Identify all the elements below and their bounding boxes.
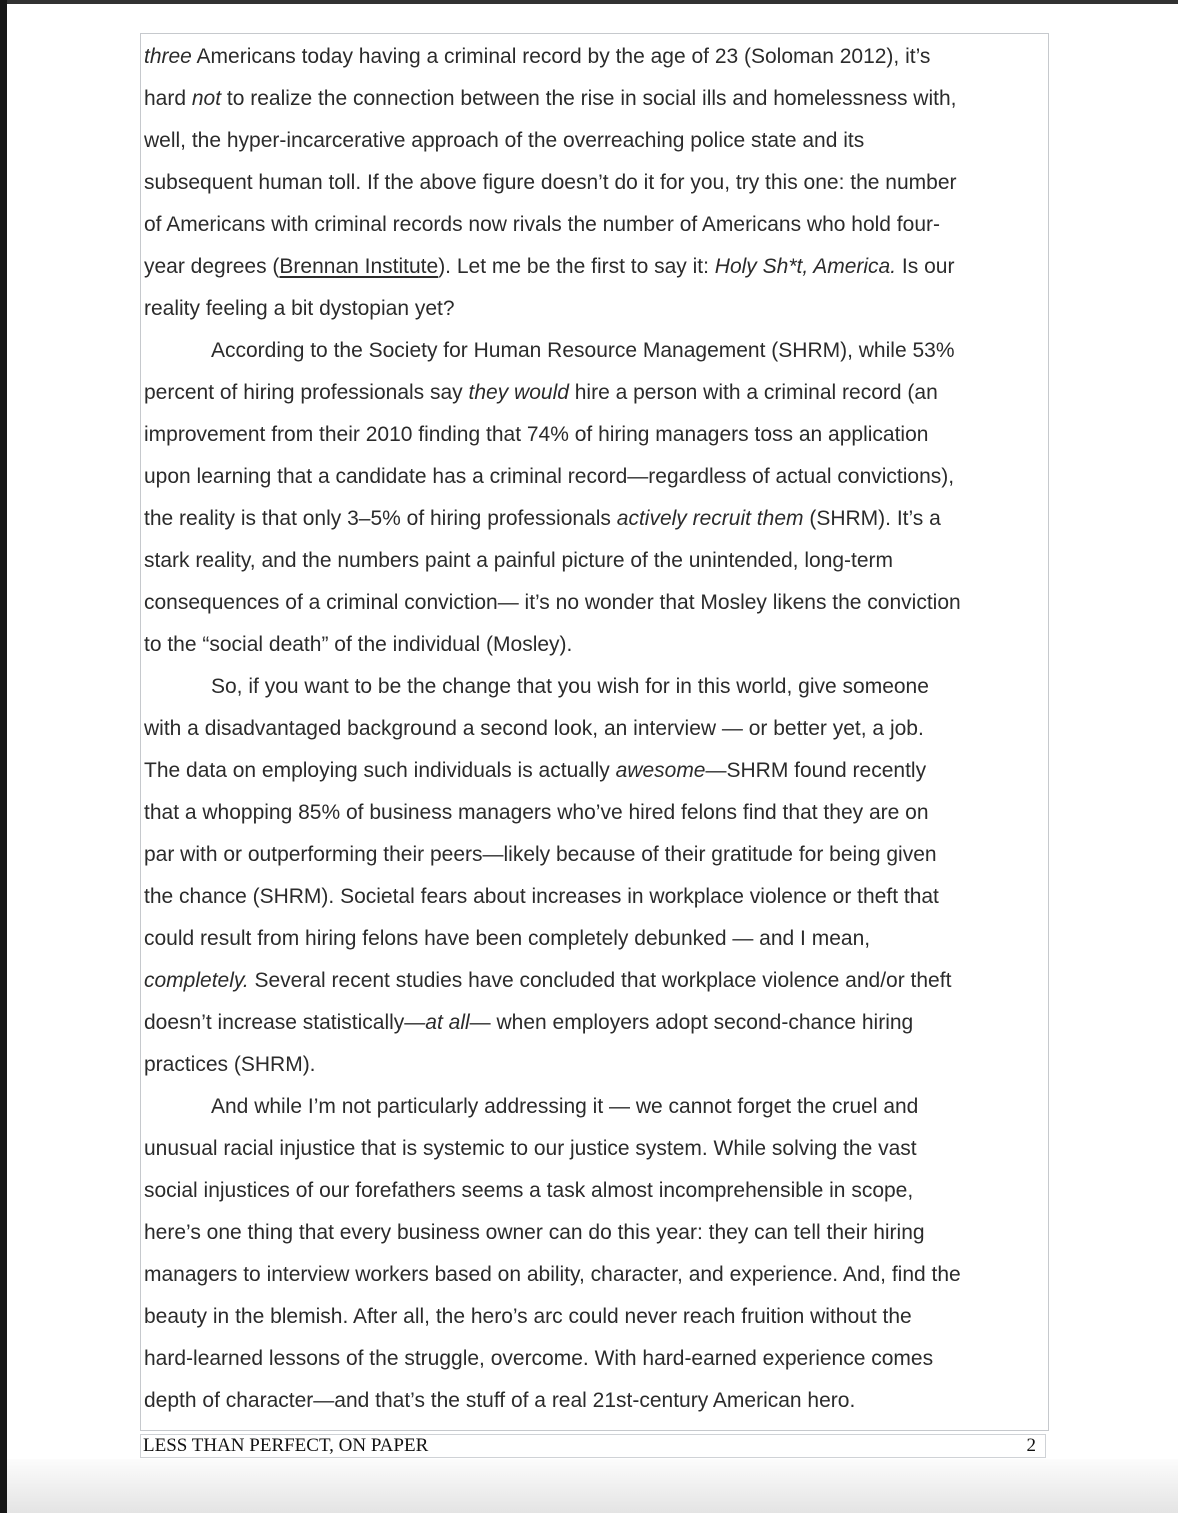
text-segment: So, if you want to be the change that you wish for in this world, give someone bbox=[211, 675, 929, 698]
text-line bbox=[144, 498, 1048, 540]
page-number: 2 bbox=[1026, 1435, 1036, 1456]
text-segment: they would bbox=[468, 381, 569, 404]
text-segment: unusual racial injustice that is systemic to our justice system. While solving the vast bbox=[144, 1137, 917, 1160]
text-line bbox=[144, 918, 1048, 960]
text-segment: hard-learned lessons of the struggle, overcome. With hard-earned experience comes bbox=[144, 1347, 934, 1370]
text-segment: actively recruit them bbox=[616, 507, 804, 530]
text-segment: (SHRM). It’s a bbox=[803, 507, 941, 530]
page-background-gradient bbox=[0, 1459, 1178, 1513]
text-segment: percent of hiring professionals say bbox=[144, 381, 469, 404]
text-line bbox=[144, 456, 1048, 498]
text-segment: depth of character—and that’s the stuff of a real 21st-century American hero. bbox=[144, 1389, 856, 1412]
text-line bbox=[144, 414, 1048, 456]
text-line bbox=[144, 1170, 1048, 1212]
text-line bbox=[144, 750, 1048, 792]
window-left-edge bbox=[0, 0, 7, 1513]
text-segment: here’s one thing that every business owner can do this year: they can tell their hiring bbox=[144, 1221, 925, 1244]
window-top-edge bbox=[0, 0, 1178, 4]
text-segment: well, the hyper-incarcerative approach of the overreaching police state and its bbox=[144, 129, 865, 152]
text-line bbox=[144, 330, 1048, 372]
text-segment: According to the Society for Human Resource Management (SHRM), while 53% bbox=[211, 339, 955, 362]
text-segment: — when employers adopt second-chance hiring bbox=[469, 1011, 914, 1034]
text-segment: —SHRM found recently bbox=[705, 759, 927, 782]
text-segment: to realize the connection between the rise in social ills and homelessness with, bbox=[221, 87, 957, 110]
text-line bbox=[144, 1338, 1048, 1380]
brennan-institute-link[interactable]: Brennan Institute bbox=[279, 255, 439, 278]
text-line bbox=[144, 834, 1048, 876]
text-line bbox=[144, 1128, 1048, 1170]
text-segment: beauty in the blemish. After all, the hero’s arc could never reach fruition without the bbox=[144, 1305, 912, 1328]
text-segment: year degrees ( bbox=[144, 255, 280, 278]
text-line bbox=[144, 582, 1048, 624]
text-segment: par with or outperforming their peers—likely because of their gratitude for being given bbox=[144, 843, 937, 866]
text-segment: three bbox=[144, 45, 192, 68]
text-segment: Americans today having a criminal record by the age of 23 (Soloman 2012), it’s bbox=[191, 45, 931, 68]
text-line bbox=[144, 1296, 1048, 1338]
text-line bbox=[144, 36, 1048, 78]
text-segment: Holy Sh*t, America. bbox=[714, 255, 897, 278]
text-line bbox=[144, 1212, 1048, 1254]
text-line bbox=[144, 1086, 1048, 1128]
text-segment: reality feeling a bit dystopian yet? bbox=[144, 297, 455, 320]
text-segment: Several recent studies have concluded that workplace violence and/or theft bbox=[248, 969, 952, 992]
text-segment: practices (SHRM). bbox=[144, 1053, 316, 1076]
text-segment: could result from hiring felons have been completely debunked — and I mean, bbox=[144, 927, 871, 950]
text-line bbox=[144, 162, 1048, 204]
text-segment: awesome bbox=[615, 759, 706, 782]
text-segment: not bbox=[191, 87, 222, 110]
text-line bbox=[144, 1044, 1048, 1086]
text-segment: that a whopping 85% of business managers who’ve hired felons find that they are on bbox=[144, 801, 929, 824]
text-segment: consequences of a criminal conviction— it’s no wonder that Mosley likens the conviction bbox=[144, 591, 961, 614]
text-segment: And while I’m not particularly addressing it — we cannot forget the cruel and bbox=[211, 1095, 919, 1118]
text-segment: hire a person with a criminal record (an bbox=[568, 381, 938, 404]
text-segment: completely. bbox=[144, 969, 249, 992]
text-line bbox=[144, 960, 1048, 1002]
text-line bbox=[144, 78, 1048, 120]
text-segment: social injustices of our forefathers seems a task almost incomprehensible in scope, bbox=[144, 1179, 914, 1202]
text-segment: improvement from their 2010 finding that 74% of hiring managers toss an application bbox=[144, 423, 929, 446]
text-line bbox=[144, 204, 1048, 246]
text-line bbox=[144, 708, 1048, 750]
text-segment: subsequent human toll. If the above figure doesn’t do it for you, try this one: the number bbox=[144, 171, 957, 194]
text-segment: The data on employing such individuals is actually bbox=[144, 759, 616, 782]
text-segment: with a disadvantaged background a second look, an interview — or better yet, a job. bbox=[144, 717, 924, 740]
text-line bbox=[144, 372, 1048, 414]
text-segment: doesn’t increase statistically— bbox=[144, 1011, 426, 1034]
text-segment: ). Let me be the first to say it: bbox=[438, 255, 715, 278]
text-line bbox=[144, 666, 1048, 708]
text-segment: hard bbox=[144, 87, 192, 110]
text-line bbox=[144, 792, 1048, 834]
text-line bbox=[144, 624, 1048, 666]
text-line bbox=[144, 288, 1048, 330]
text-segment: managers to interview workers based on ability, character, and experience. And, find the bbox=[144, 1263, 961, 1286]
text-segment: upon learning that a candidate has a criminal record—regardless of actual convictions), bbox=[144, 465, 955, 488]
text-segment: of Americans with criminal records now rivals the number of Americans who hold four- bbox=[144, 213, 940, 236]
text-line bbox=[144, 540, 1048, 582]
running-head: LESS THAN PERFECT, ON PAPER bbox=[143, 1435, 429, 1456]
text-line bbox=[144, 120, 1048, 162]
document-page bbox=[140, 33, 1049, 1431]
text-line bbox=[144, 1002, 1048, 1044]
text-segment: Is our bbox=[896, 255, 955, 278]
page-footer bbox=[140, 1434, 1046, 1458]
text-line bbox=[144, 1254, 1048, 1296]
text-segment: the chance (SHRM). Societal fears about increases in workplace violence or theft that bbox=[144, 885, 939, 908]
text-segment: stark reality, and the numbers paint a painful picture of the unintended, long-term bbox=[144, 549, 894, 572]
text-segment: the reality is that only 3–5% of hiring professionals bbox=[144, 507, 617, 530]
text-line bbox=[144, 246, 1048, 288]
text-line bbox=[144, 876, 1048, 918]
text-line bbox=[144, 1380, 1048, 1422]
text-segment: to the “social death” of the individual (Mosley). bbox=[144, 633, 573, 656]
text-segment: at all bbox=[425, 1011, 470, 1034]
